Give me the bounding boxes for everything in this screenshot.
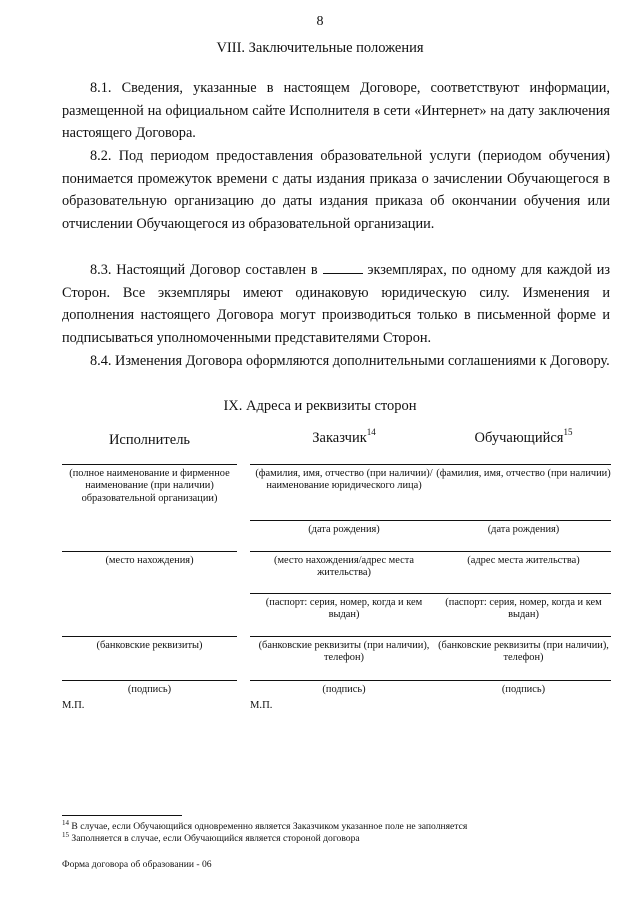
customer-address-caption: (место нахождения/адрес места жительства) [274, 555, 414, 579]
student-address-caption: (адрес места жительства) [467, 555, 580, 566]
executor-name-caption: (полное наименование и фирменное наименование (при наличии) образовательной организации) [69, 468, 230, 504]
executor-address-caption: (место нахождения) [105, 555, 194, 566]
form-footer: Форма договора об образовании - 06 [62, 859, 212, 870]
customer-signature-caption: (подпись) [322, 684, 366, 695]
student-bank-caption: (банковские реквизиты (при наличии), телефон) [438, 640, 609, 664]
customer-stamp-label: М.П. [250, 700, 273, 711]
footnote-15: $^{15}$ Заполняется в случае, если Обучающийся является стороной договора [62, 831, 360, 845]
paragraph-8-4: 8.4. Изменения Договора оформляются дополнительными соглашениями к Договору. [90, 353, 610, 369]
student-bank-line[interactable] [436, 636, 611, 637]
executor-bank-caption: (банковские реквизиты) [96, 640, 203, 651]
customer-signature-line[interactable] [250, 680, 438, 681]
customer-name-caption: (фамилия, имя, отчество (при наличии)/ наименование юридического лица) [255, 468, 433, 492]
student-signature-line[interactable] [436, 680, 611, 681]
customer-passport-line[interactable] [250, 593, 438, 594]
executor-address-line[interactable] [62, 551, 237, 552]
footnote-ref-14: 14 [366, 427, 376, 437]
section-9-title: IX. Адреса и реквизиты сторон [223, 398, 417, 414]
student-birthdate-caption: (дата рождения) [487, 524, 560, 535]
paragraph-8-1: 8.1. Сведения, указанные в настоящем Договоре, соответствуют информации, размещенной на официальном сайте Исполнителя в сети «Интернет» на дату заключения настоящего Договора. [62, 80, 610, 142]
student-signature-caption: (подпись) [501, 684, 546, 695]
executor-signature-line[interactable] [62, 680, 237, 681]
footnote-ref-15: 15 [563, 427, 573, 437]
customer-name-line[interactable] [250, 464, 438, 465]
executor-signature-caption: (подпись) [127, 684, 172, 695]
paragraph-8-3: 8.3. Настоящий Договор составлен в экземплярах, по одному для каждой из Сторон. Все экземпляры имеют одинаковую юридическую силу. Изменения и дополнения настоящего Договора могут производиться только в письменной форме и подписываться уполномоченными представителями Сторон. [62, 262, 610, 346]
student-birthdate-line[interactable] [436, 520, 611, 521]
student-heading: Обучающийся$^{15}$ [474, 427, 573, 446]
student-name-caption: (фамилия, имя, отчество (при наличии) [436, 468, 611, 479]
customer-bank-caption: (банковские реквизиты (при наличии), телефон) [258, 640, 430, 664]
executor-bank-line[interactable] [62, 636, 237, 637]
customer-birthdate-line[interactable] [250, 520, 438, 521]
student-passport-line[interactable] [436, 593, 611, 594]
copies-blank-line[interactable] [323, 261, 363, 274]
customer-bank-line[interactable] [250, 636, 438, 637]
footnote-14: $^{14}$ В случае, если Обучающийся одновременно является Заказчиком указанное поле не заполняется [62, 819, 468, 833]
student-address-line[interactable] [436, 551, 611, 552]
page-number: 8 [316, 14, 324, 29]
section-8-title: VIII. Заключительные положения [216, 40, 424, 56]
executor-name-line[interactable] [62, 464, 237, 465]
executor-heading: Исполнитель [108, 432, 191, 448]
footnote-separator [62, 815, 182, 816]
customer-birthdate-caption: (дата рождения) [308, 524, 380, 535]
executor-stamp-label: М.П. [62, 700, 85, 711]
customer-heading: Заказчик$^{14}$ [312, 427, 376, 446]
student-name-line[interactable] [436, 464, 611, 465]
student-passport-caption: (паспорт: серия, номер, когда и кем выдан) [445, 597, 602, 621]
customer-address-line[interactable] [250, 551, 438, 552]
customer-passport-caption: (паспорт: серия, номер, когда и кем выдан) [265, 597, 423, 621]
paragraph-8-2: 8.2. Под периодом предоставления образовательной услуги (периодом обучения) понимается промежуток времени с даты издания приказа о зачислении Обучающегося в образовательную организацию до даты издания приказа об окончании обучения или отчислении Обучающегося из образовательной организации. [62, 148, 610, 232]
